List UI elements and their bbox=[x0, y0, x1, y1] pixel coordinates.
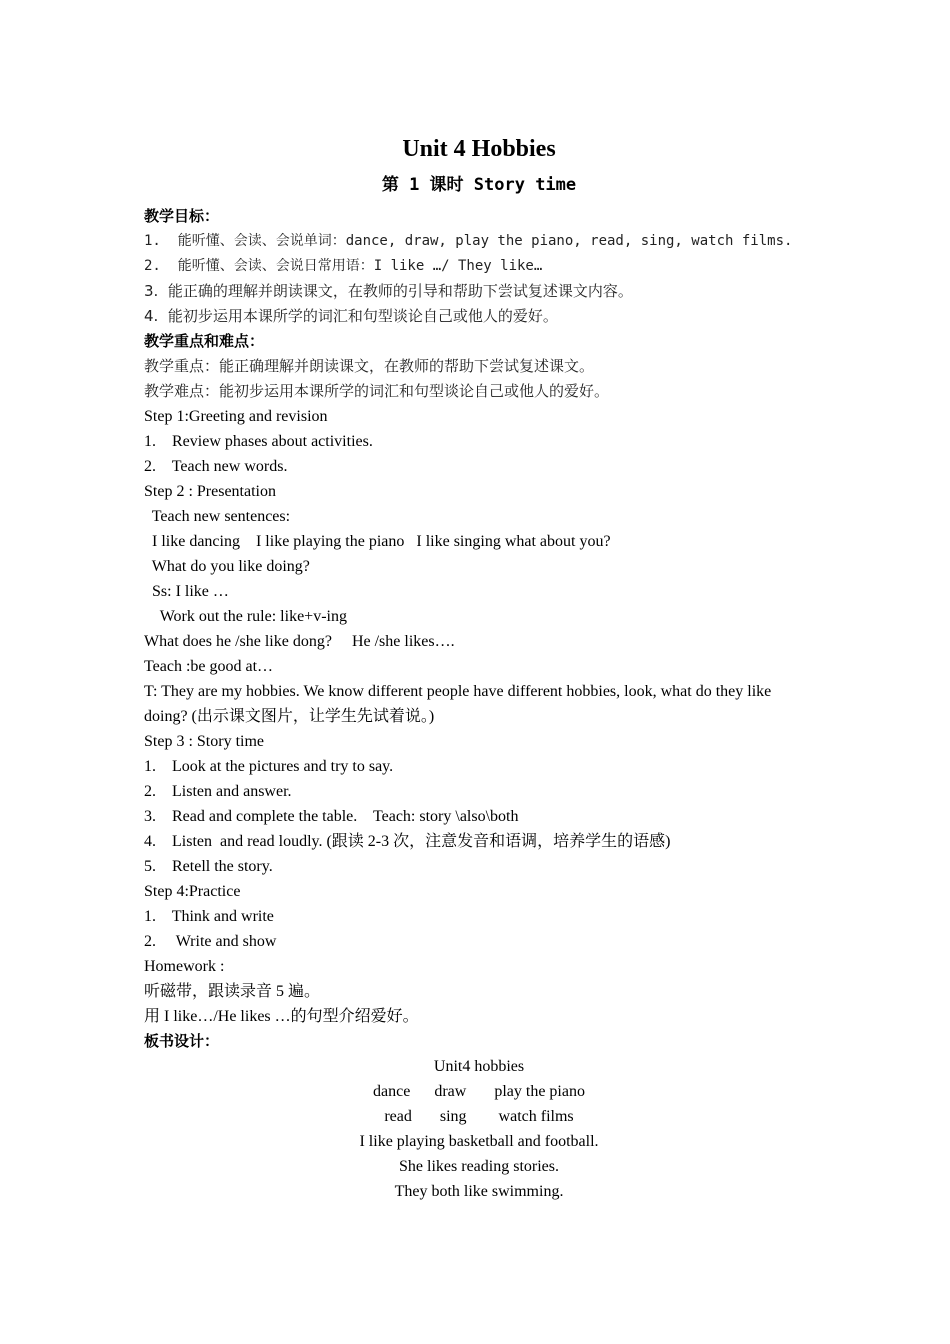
step3-item: 4. Listen and read loudly. (跟读 2-3 次，注意发音和语调，培养学生的语感) bbox=[144, 833, 671, 850]
step2-line: What do you like doing? bbox=[144, 558, 310, 575]
step3-item: 2. Listen and answer. bbox=[144, 783, 292, 800]
board-line: dance draw play the piano bbox=[373, 1083, 585, 1100]
homework-item: 听磁带，跟读录音 5 遍。 bbox=[144, 983, 321, 1000]
homework-heading: Homework : bbox=[144, 958, 225, 975]
step3-item: 5. Retell the story. bbox=[144, 858, 273, 875]
lesson-subtitle: 第 1 课时 Story time bbox=[381, 175, 577, 195]
objectives-heading: 教学目标： bbox=[144, 207, 220, 225]
board-line: Unit4 hobbies bbox=[433, 1058, 525, 1075]
board-heading: 板书设计： bbox=[144, 1032, 220, 1050]
objective-item: 4. 能初步运用本课所学的词汇和句型谈论自己或他人的爱好。 bbox=[144, 307, 558, 325]
focus-key: 教学重点：能正确理解并朗读课文，在教师的帮助下尝试复述课文。 bbox=[144, 357, 595, 375]
step4-item: 1. Think and write bbox=[144, 908, 274, 925]
step2-line: Work out the rule: like+v-ing bbox=[144, 608, 347, 625]
step2-line: What does he /she like dong? He /she likes…. bbox=[144, 633, 455, 650]
board-line: I like playing basketball and football. bbox=[359, 1133, 599, 1150]
board-line: They both like swimming. bbox=[394, 1183, 564, 1200]
step1-heading: Step 1:Greeting and revision bbox=[144, 408, 328, 425]
step2-line: Ss: I like … bbox=[144, 583, 229, 600]
objective-item: 3. 能正确的理解并朗读课文，在教师的引导和帮助下尝试复述课文内容。 bbox=[144, 282, 633, 300]
document-title: Unit 4 Hobbies bbox=[402, 136, 556, 162]
document-page bbox=[144, 132, 814, 1204]
step2-line: Teach :be good at… bbox=[144, 658, 274, 675]
board-line: read sing watch films bbox=[384, 1108, 574, 1125]
board-line: She likes reading stories. bbox=[399, 1158, 559, 1175]
step2-paragraph: T: They are my hobbies. We know different people have different hobbies, look, what do they like doing? (出示课文图片，让学生先试着说。) bbox=[144, 683, 772, 725]
step4-item: 2. Write and show bbox=[144, 933, 277, 950]
step1-item: 2. Teach new words. bbox=[144, 458, 288, 475]
step3-heading: Step 3 : Story time bbox=[144, 733, 264, 750]
step2-line: I like dancing I like playing the piano I like singing what about you? bbox=[144, 533, 611, 550]
focus-heading: 教学重点和难点： bbox=[144, 332, 265, 350]
step3-item: 3. Read and complete the table. Teach: story \also\both bbox=[144, 808, 519, 825]
step4-heading: Step 4:Practice bbox=[144, 883, 241, 900]
step1-item: 1. Review phases about activities. bbox=[144, 433, 373, 450]
step2-heading: Step 2 : Presentation bbox=[144, 483, 276, 500]
step2-line: Teach new sentences: bbox=[144, 508, 291, 525]
focus-difficult: 教学难点：能初步运用本课所学的词汇和句型谈论自己或他人的爱好。 bbox=[144, 382, 610, 400]
homework-item: 用 I like…/He likes …的句型介绍爱好。 bbox=[144, 1008, 419, 1025]
objective-item: 1. 能听懂、会读、会说单词：dance, draw, play the piano, read, sing, watch films. bbox=[144, 233, 793, 249]
step3-item: 1. Look at the pictures and try to say. bbox=[144, 758, 394, 775]
objective-item: 2. 能听懂、会读、会说日常用语：I like …/ They like… bbox=[144, 258, 543, 274]
